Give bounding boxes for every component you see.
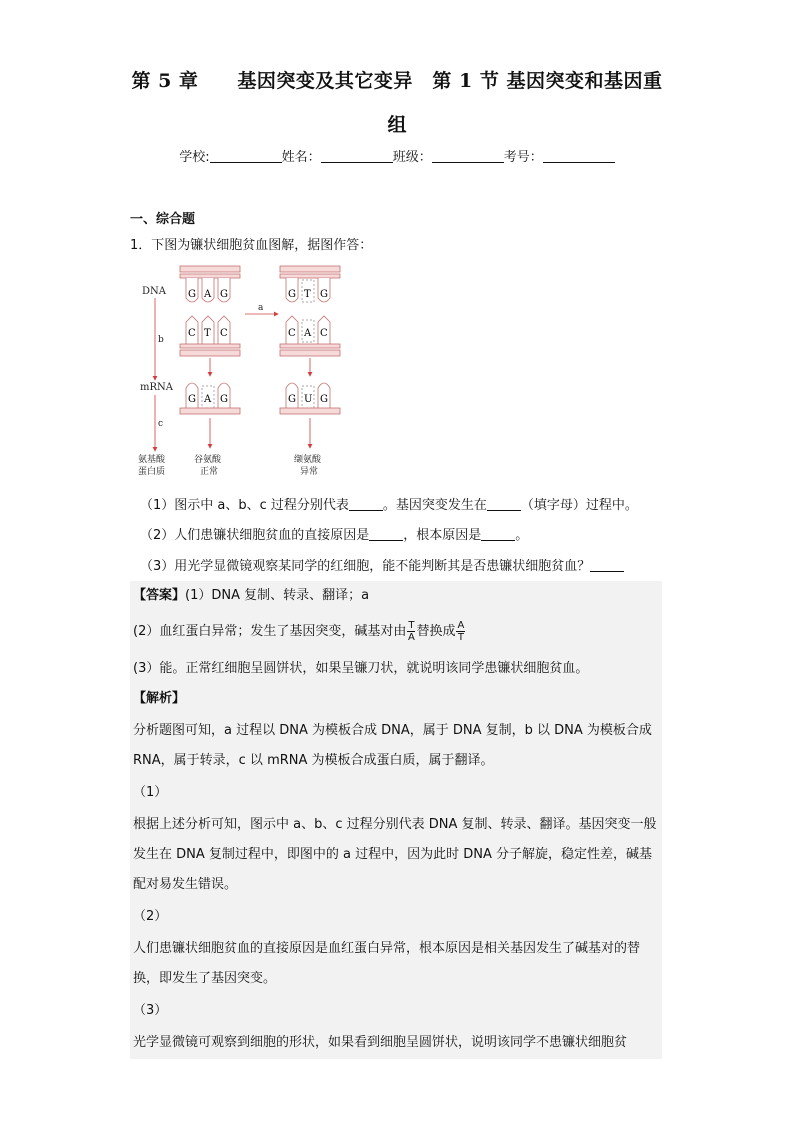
answer-line-1 <box>133 587 661 605</box>
mutant-top-base-2: T <box>304 289 311 300</box>
section-title: 一、综合题 <box>130 212 196 227</box>
mutant-bottom-base-2: A <box>304 328 312 339</box>
answer-3: (3）能。正常红细胞呈圆饼状，如果呈镰刀状，就说明该同学患镰状细胞贫血。 <box>133 661 589 676</box>
frac1-den: A <box>407 632 415 643</box>
name-blank[interactable] <box>321 148 393 163</box>
answer-blank-1[interactable] <box>349 498 383 511</box>
dna-bottom-base-1: C <box>188 328 196 339</box>
dna-top-base-2: A <box>204 289 212 300</box>
sub2-text-c: 。 <box>515 528 529 543</box>
answer-blank-3[interactable] <box>369 528 403 541</box>
mrna-base-2: A <box>204 394 212 405</box>
label-c: c <box>158 419 164 429</box>
page-title-continued: 组 <box>387 114 407 136</box>
mutant-bottom-base-1: C <box>288 328 296 339</box>
analysis-paragraph-2: 根据上述分析可知，图示中 a、b、c 过程分别代表 DNA 复制、转录、翻译。基因突变一般发生在 DNA 复制过程中，即图中的 a 过程中，因为此时 DNA 分子解旋，稳定性差，碱基配对易发生错误。 <box>133 817 657 892</box>
mrna-base-3: G <box>220 394 228 405</box>
answer-blank-5[interactable] <box>590 559 624 572</box>
answer-blank-2[interactable] <box>487 498 521 511</box>
normal-label: 正常 <box>200 467 219 477</box>
amino-acid-label: 氨基酸 <box>138 455 166 465</box>
analysis-number-2: （2） <box>133 909 168 924</box>
mrna-base-1: G <box>188 394 196 405</box>
number-blank[interactable] <box>543 148 615 163</box>
analysis-paragraph-4: 光学显微镜可观察到细胞的形状，如果看到细胞呈圆饼状，说明该同学不患镰状细胞贫 <box>133 1035 628 1050</box>
mutant-mrna-base-1: G <box>288 394 296 405</box>
protein-label: 蛋白质 <box>138 467 166 477</box>
student-info-line <box>130 146 664 165</box>
analysis-number-1: （1） <box>133 785 168 800</box>
sub-question-1 <box>140 494 638 513</box>
school-blank[interactable] <box>210 148 282 163</box>
number-label: 考号： <box>503 150 543 165</box>
mutant-top-base-3: G <box>320 289 328 300</box>
normal-dna <box>180 266 240 356</box>
mutant-dna <box>280 266 340 356</box>
class-label: 班级： <box>392 150 432 165</box>
answer-2-mid: 替换成 <box>416 624 456 639</box>
analysis-paragraph-3: 人们患镰状细胞贫血的直接原因是血红蛋白异常，根本原因是相关基因发生了碱基对的替换，即发生了基因突变。 <box>133 941 641 986</box>
frac2-den: T <box>457 632 464 643</box>
sub1-text-c: （填字母）过程中。 <box>520 498 638 513</box>
mutant-bottom-base-3: C <box>320 328 328 339</box>
name-label: 姓名： <box>281 150 321 165</box>
dna-bottom-base-2: T <box>204 328 211 339</box>
sickle-cell-diagram <box>130 258 360 483</box>
answer-1: (1）DNA 复制、转录、翻译；a <box>185 588 370 603</box>
sub2-text-a: （2）人们患镰状细胞贫血的直接原因是 <box>140 528 370 543</box>
mutant-top-base-1: G <box>288 289 296 300</box>
mutant-mrna-base-2: U <box>304 394 313 405</box>
analysis-paragraph-1: 分析题图可知，a 过程以 DNA 为模板合成 DNA，属于 DNA 复制，b 以 DNA 为模板合成 RNA，属于转录，c 以 mRNA 为模板合成蛋白质，属于翻译。 <box>133 723 652 768</box>
dna-top-base-3: G <box>220 289 228 300</box>
label-b: b <box>158 335 164 345</box>
dna-top-base-1: G <box>188 289 196 300</box>
abnormal-label: 异常 <box>300 467 319 477</box>
mrna-label: mRNA <box>140 382 173 393</box>
school-label: 学校: <box>179 150 210 165</box>
question-stem: 1．下图为镰状细胞贫血图解，据图作答： <box>130 238 373 253</box>
dna-bottom-base-3: C <box>220 328 228 339</box>
page-title: 第 5 章 基因突变及其它变异 第 1 节 基因突变和基因重 <box>131 70 663 92</box>
fraction-t-over-a <box>407 620 415 643</box>
label-a: a <box>258 303 264 313</box>
frac2-num: A <box>457 620 465 631</box>
glutamate-label: 谷氨酸 <box>194 455 222 465</box>
answer-line-2 <box>133 620 661 643</box>
sub-question-3 <box>140 555 624 574</box>
sub-question-2 <box>140 524 528 543</box>
sub1-text-a: （1）图示中 a、b、c 过程分别代表 <box>140 498 349 513</box>
class-blank[interactable] <box>432 148 504 163</box>
sub3-text: （3）用光学显微镜观察某同学的红细胞，能不能判断其是否患镰状细胞贫血？ <box>140 559 591 574</box>
frac1-num: T <box>408 620 415 631</box>
dna-label: DNA <box>142 286 166 297</box>
answer-2-pre: (2）血红蛋白异常；发生了基因突变，碱基对由 <box>133 624 407 639</box>
mutant-mrna <box>280 383 340 414</box>
answer-blank-4[interactable] <box>481 528 515 541</box>
analysis-number-3: （3） <box>133 1003 168 1018</box>
fraction-a-over-t <box>456 620 465 643</box>
analysis-label: 【解析】 <box>133 691 186 706</box>
mutant-mrna-base-3: G <box>320 394 328 405</box>
sub2-text-b: ，根本原因是 <box>403 528 482 543</box>
answer-label: 【答案】 <box>133 588 186 603</box>
sub1-text-b: 。基因突变发生在 <box>382 498 487 513</box>
normal-mrna <box>180 383 240 414</box>
valine-label: 缬氨酸 <box>294 455 322 465</box>
